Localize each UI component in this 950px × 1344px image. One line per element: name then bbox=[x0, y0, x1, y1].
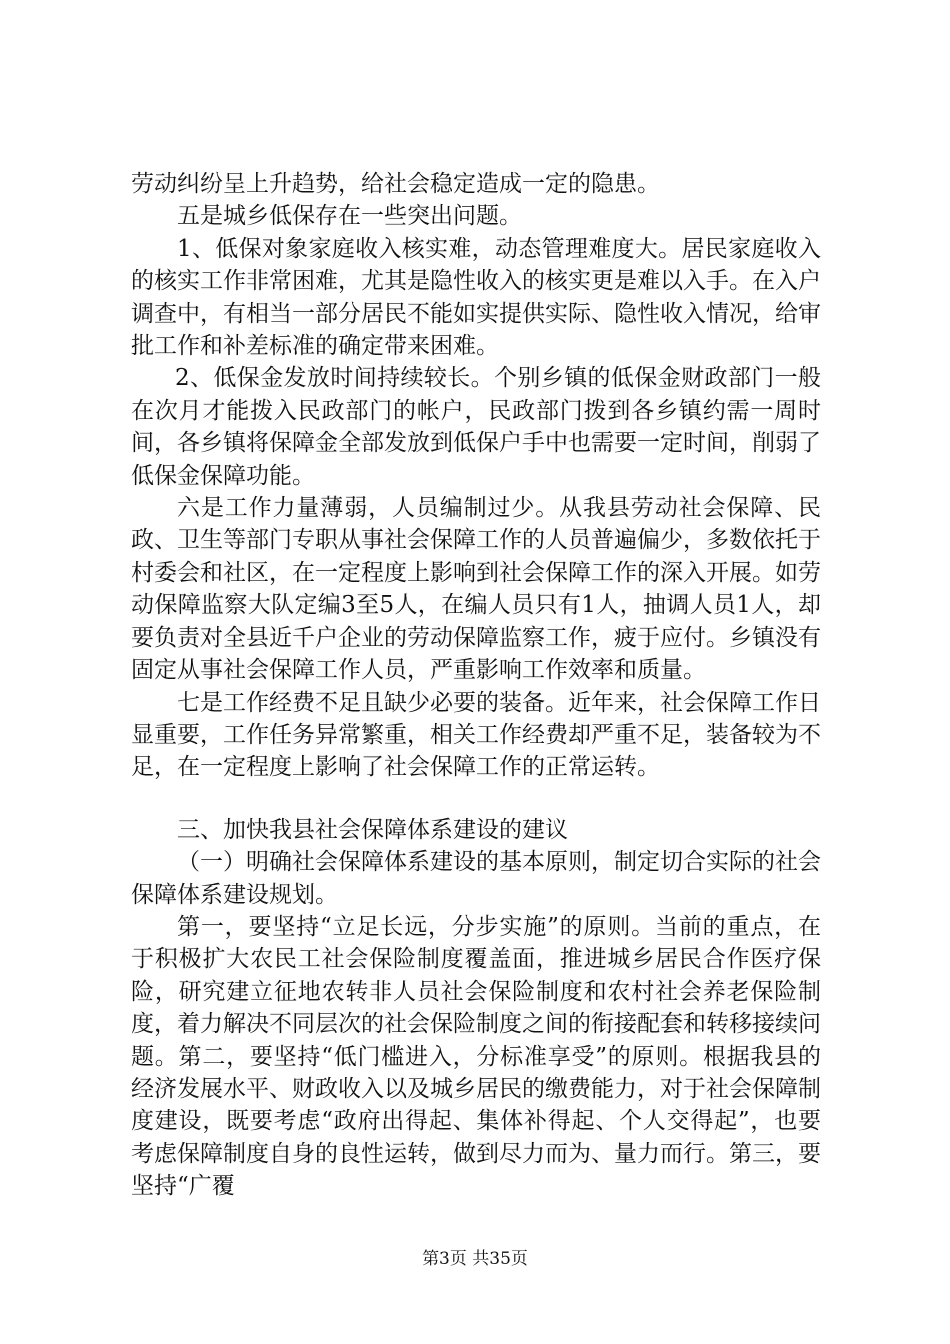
body-text bbox=[131, 168, 821, 1203]
paragraph-point-six: 六是工作力量薄弱，人员编制过少。从我县劳动社会保障、民政、卫生等部门专职从事社会保障工作的人员普遍偏少，多数依托于村委会和社区，在一定程度上影响到社会保障工作的深入开展。如劳动保障监察大队定编3至5人，在编人员只有1人，抽调人员1人，却要负责对全县近千户企业的劳动保障监察工作，疲于应付。乡镇没有固定从事社会保障工作人员，严重影响工作效率和质量。 bbox=[131, 495, 821, 684]
paragraph-point-seven: 七是工作经费不足且缺少必要的装备。近年来，社会保障工作日显重要，工作任务异常繁重，相关工作经费却严重不足，装备较为不足，在一定程度上影响了社会保障工作的正常运转。 bbox=[131, 689, 821, 781]
paragraph-subpoint-1: 1、低保对象家庭收入核实难，动态管理难度大。居民家庭收入的核实工作非常困难，尤其是隐性收入的核实更是难以入手。在入户调查中，有相当一部分居民不能如实提供实际、隐性收入情况，给审批工作和补差标准的确定带来困难。 bbox=[131, 235, 821, 360]
subsection-heading: （一）明确社会保障体系建设的基本原则，制定切合实际的社会保障体系建设规划。 bbox=[131, 849, 821, 908]
section-spacer bbox=[131, 784, 821, 814]
paragraph-principles: 第一，要坚持“立足长远，分步实施”的原则。当前的重点，在于积极扩大农民工社会保险制度覆盖面，推进城乡居民合作医疗保险，研究建立征地农转非人员社会保险制度和农村社会养老保险制度，着力解决不同层次的社会保险制度之间的衔接配套和转移接续问题。第二，要坚持“低门槛进入，分标准享受”的原则。根据我县的经济发展水平、财政收入以及城乡居民的缴费能力，对于社会保障制度建设，既要考虑“政府出得起、集体补得起、个人交得起”，也要考虑保障制度自身的良性运转，做到尽力而为、量力而行。第三，要坚持“广覆 bbox=[131, 913, 821, 1200]
page-number-footer: 第3页 共35页 bbox=[422, 1249, 528, 1269]
paragraph-subpoint-2: 2、低保金发放时间持续较长。个别乡镇的低保金财政部门一般在次月才能拨入民政部门的帐户，民政部门拨到各乡镇约需一周时间，各乡镇将保障金全部发放到低保户手中也需要一定时间，削弱了低保金保障功能。 bbox=[131, 365, 821, 489]
paragraph-point-five: 五是城乡低保存在一些突出问题。 bbox=[177, 203, 522, 230]
paragraph-continuation: 劳动纠纷呈上升趋势，给社会稳定造成一定的隐患。 bbox=[131, 171, 660, 197]
section-heading: 三、加快我县社会保障体系建设的建议 bbox=[177, 816, 568, 843]
